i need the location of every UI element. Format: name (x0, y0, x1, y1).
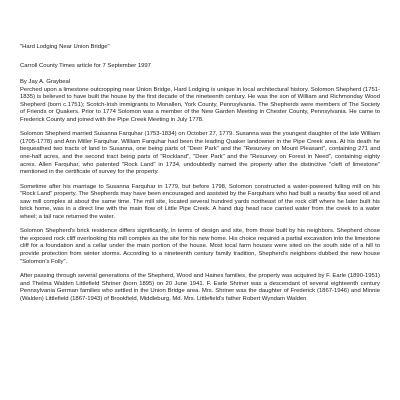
article-title: "Hard Lodging Near Union Bridge" (20, 44, 110, 50)
article-paragraph: Sometime after his marriage to Susanna Farquhar in 1779, but before 1798, Solomon constructed a water-powered fulling mill on his "Rock Land" property. The Shepherds may have been encouraged and assisted by the Farquhars who had built a nearby flax seed oil and saw mill complex at about the same time. The mill site, located several hundred yards northeast of the rock cliff where he later built his brick home, was in a direct line with the main flow of Little Pipe Creek. A hand dug head race carried water from the creek to a water wheel; a tail race returned the water. (20, 183, 380, 220)
article (20, 44, 380, 310)
article-paragraph: After passing through several generations of the Shepherd, Wood and Haines families, the property was acquired by F. Earle (1890-1951) and Thelma Walden Littlefield Shriner (born 1895) on 20 June 1941. F. Earle Shriner was a descendant of several eighteenth century Pennsylvania German families who settled in the Union Bridge area. Mrs. Shriner was the daughter of Frederick (1867-1946) and Minnie (Walden) Littlefield (1867-1943) of Brookfield, Middleburg, Md. Mrs. Littlefield's father Robert Wyndam Walden (20, 273, 380, 302)
article-source: Carroll County Times article for 7 September 1997 (20, 62, 151, 69)
article-byline: By Jay A. Graybeal (20, 79, 71, 86)
article-paragraph: Solomon Shepherd married Susanna Farquhar (1753-1834) on October 27, 1779. Susanna was the youngest daughter of the late William (1705-1778) and Ann Miller Farquhar. William Farquhar had been the leading Quaker landowner in the Pipe Creek area. At his death he bequeathed two tracts of land to Susanna, one being parts of "Deer Park" and the "Resurvey on Mount Pleasant", containing 271 and one-half acres, and the second tract being parts of "Rockland", "Deer Park" and the "Resurvey on Forest in Need", containing eighty acres. Allen Farquhar, who patented "Rock Land" in 1734, undoubtedly named the property after the distinctive "cleft of limestone" mentioned in the certificate of survey for the property. (20, 131, 380, 176)
article-paragraph: Perched upon a limestone outcropping near Union Bridge, Hard Lodging is unique in local architectural history. Solomon Shepherd (1751-1835) is believed to have built the house by the first decade of the nineteenth century. He was the son of William and Richmonday Wood Shepherd (born c.1751); Scotch-Irish immigrants to Monallen, York County, Pennsylvania. The Shepherds were members of The Society of Friends or Quakers. Prior to 1774 Solomon was a member of the New Garden Meeting in Chester County, Pennsylvania. He came to Frederick County and joined with the Pipe Creek Meeting in July 1778. (20, 86, 380, 123)
article-paragraph: Solomon Shepherd's brick residence differs significantly, in terms of design and site, from those built by his neighbors. Shepherd chose the exposed rock cliff overlooking his mill complex as the site for his new home. His choice required a partial excavation into the limestone cliff for a foundation and a cellar under the main portion of the house. Most local farm houses were sited on the south side of a hill to provide protection from winter storms. According to a nineteenth century family tradition, Shepherd's neighbors dubbed the new house "Solomon's Folly". (20, 228, 380, 265)
